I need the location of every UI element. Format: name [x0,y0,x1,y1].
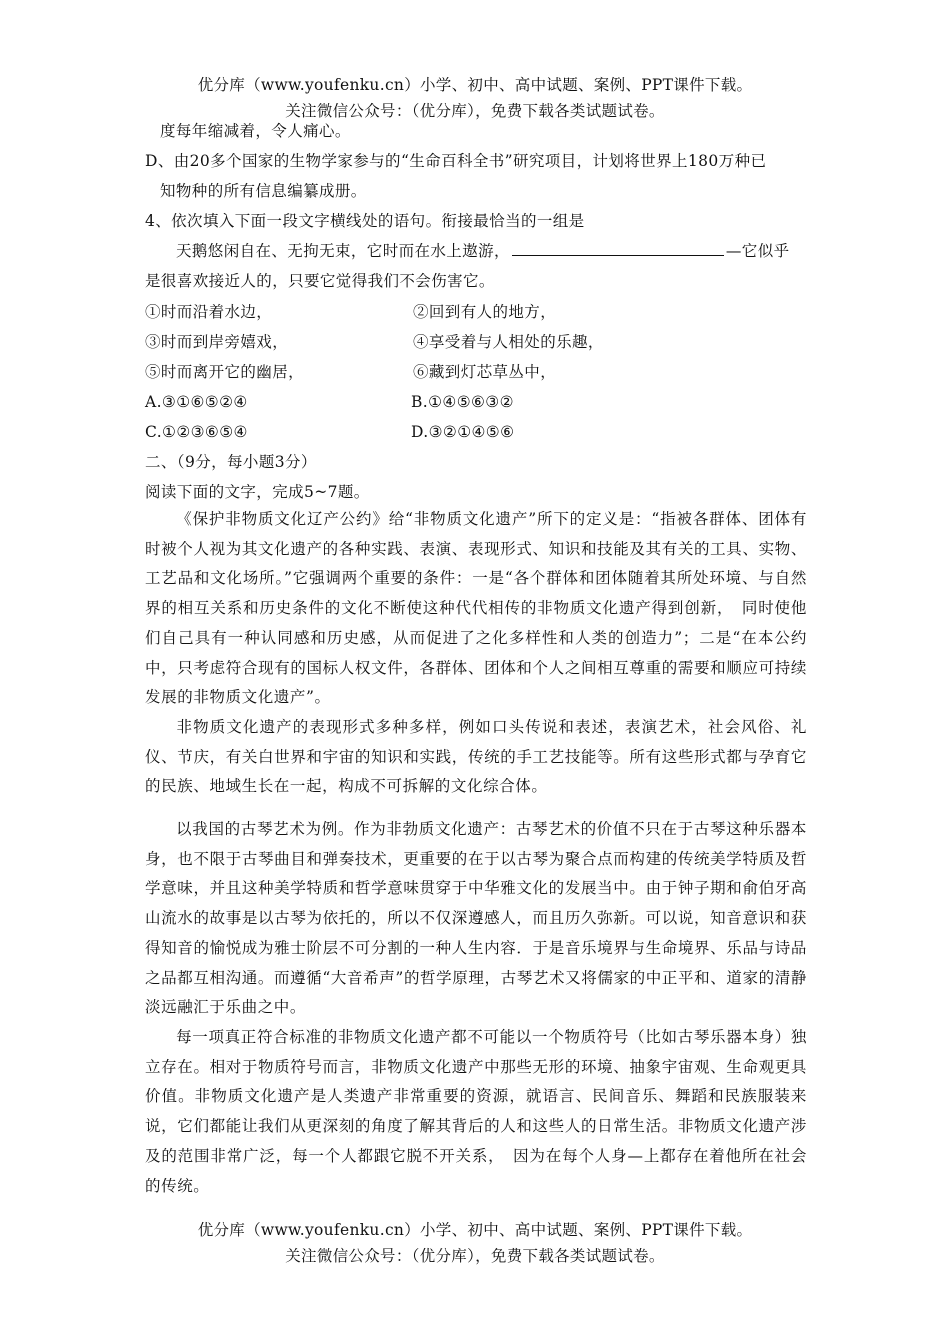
q4-answer-blank [512,241,724,256]
q4-item-4: ④享受着与人相处的乐趣， [413,333,604,351]
q4-item-2: ②回到有人的地方， [413,303,557,321]
passage-paragraph-1-text: 《保护非物质文化辽产公约》给“非物质文化遗产”所下的定义是：“指被各群体、团体有时被个人视为其文化遗产的各种实践、表演、表现形式、知识和技能及其有关的工具、实物、工艺品和文化场所。”它强调两个重要的条件：一是“各个群体和团体随着其所处环境、与自然界的相互关系和历史条件的文化不断使这种代代相传的非物质文化遗产得到创新， 同时使他们自己具有一种认同感和历史感，从而促进了之化多样性和人类的创造力”；二是“在本公约中，只考虑符合现有的国标人权文件，各群体、团体和个人之间相互尊重的需要和顺应可持续发展的非物质文化遗产”。 [145,510,807,707]
q4-item-3: ③时而到岸旁嬉戏， [145,333,289,351]
q4-text-before: 天鹅悠闲自在、无拘无束，它时而在水上遨游， [176,242,510,260]
q4-passage-line2: 是很喜欢接近人的，只要它觉得我们不会伤害它。 [145,272,495,290]
passage-paragraph-3-text: 以我国的古琴艺术为例。作为非勃质文化遗产：古琴艺术的价值不只在于古琴这种乐器本身，也不限于古琴曲目和弹奏技术，更重要的在于以古琴为聚合点而构建的传统美学特质及哲学意味，并且这种美学特质和哲学意味贯穿于中华雅文化的发展当中。由于钟子期和俞伯牙高山流水的故事是以古琴为依托的，所以不仅深遵感人，而且历久弥新。可以说，知音意识和获得知音的愉悦成为雅士阶层不可分割的一种人生内容．于是音乐境界与生命境界、乐品与诗品之品都互相沟通。而遵循“大音希声”的哲学原理，古琴艺术又将儒家的中正平和、道家的清静淡远融汇于乐曲之中。 [145,820,807,1017]
q4-choice-b: B.①④⑤⑥③② [411,393,514,411]
header-watermark-line2: 关注微信公众号：（优分库），免费下载各类试题试卷。 [285,102,665,120]
section2-title: 二、（9分，每小题3分） [145,453,317,471]
q4-stem: 4、依次填入下面一段文字横线处的语句。衔接最恰当的一组是 [145,212,585,230]
q3-option-d-line1: D、由20多个国家的生物学家参与的“生命百科全书”研究项目，计划将世界上180万种已 [145,152,767,170]
passage-paragraph-3 [145,815,807,1023]
passage-paragraph-4-text: 每一项真正符合标准的非物质文化遗产都不可能以一个物质符号（比如古琴乐器本身）独立存在。相对于物质符号而言，非物质文化遗产中那些无形的环境、抽象宇宙观、生命观更具价值。非物质文化遗产是人类遗产非常重要的资源，就语言、民间音乐、舞蹈和民族服装来说，它们都能让我们从更深刻的角度了解其背后的人和这些人的日常生活。非物质文化遗产涉及的范围非常广泛，每一个人都跟它脱不开关系， 因为在每个人身—上都存在着他所在社会的传统。 [145,1028,807,1195]
passage-paragraph-4 [145,1023,807,1201]
q4-text-after: —它似乎 [725,242,790,260]
passage-paragraph-2 [145,713,807,802]
q4-item-5: ⑤时而离开它的幽居， [145,363,305,381]
q4-choice-a: A.③①⑥⑤②④ [145,393,248,411]
header-watermark-line1: 优分库（www.youfenku.cn）小学、初中、高中试题、案例、PPT课件下载。 [197,76,753,94]
passage-paragraph-1 [145,505,807,713]
q3-option-c-tail: 度每年缩减着，令人痛心。 [160,122,351,140]
section2-instruction: 阅读下面的文字，完成5~7题。 [145,483,370,501]
footer-watermark-line2: 关注微信公众号：（优分库），免费下载各类试题试卷。 [285,1247,665,1265]
q3-option-d-line2: 知物种的所有信息编纂成册。 [160,182,367,200]
q4-item-6: ⑥藏到灯芯草丛中， [413,363,557,381]
q4-choice-d: D.③②①④⑤⑥ [411,423,515,441]
q4-passage-line1 [176,240,790,262]
q4-item-1: ①时而沿着水边， [145,303,273,321]
passage-paragraph-2-text: 非物质文化遗产的表现形式多种多样，例如口头传说和表述，表演艺术，社会风俗、礼仪、节庆，有关白世界和宇宙的知识和实践，传统的手工艺技能等。所有这些形式都与孕育它的民族、地域生长在一起，构成不可拆解的文化综合体。 [145,718,807,796]
q4-choice-c: C.①②③⑥⑤④ [145,423,248,441]
footer-watermark-line1: 优分库（www.youfenku.cn）小学、初中、高中试题、案例、PPT课件下载。 [197,1221,753,1239]
